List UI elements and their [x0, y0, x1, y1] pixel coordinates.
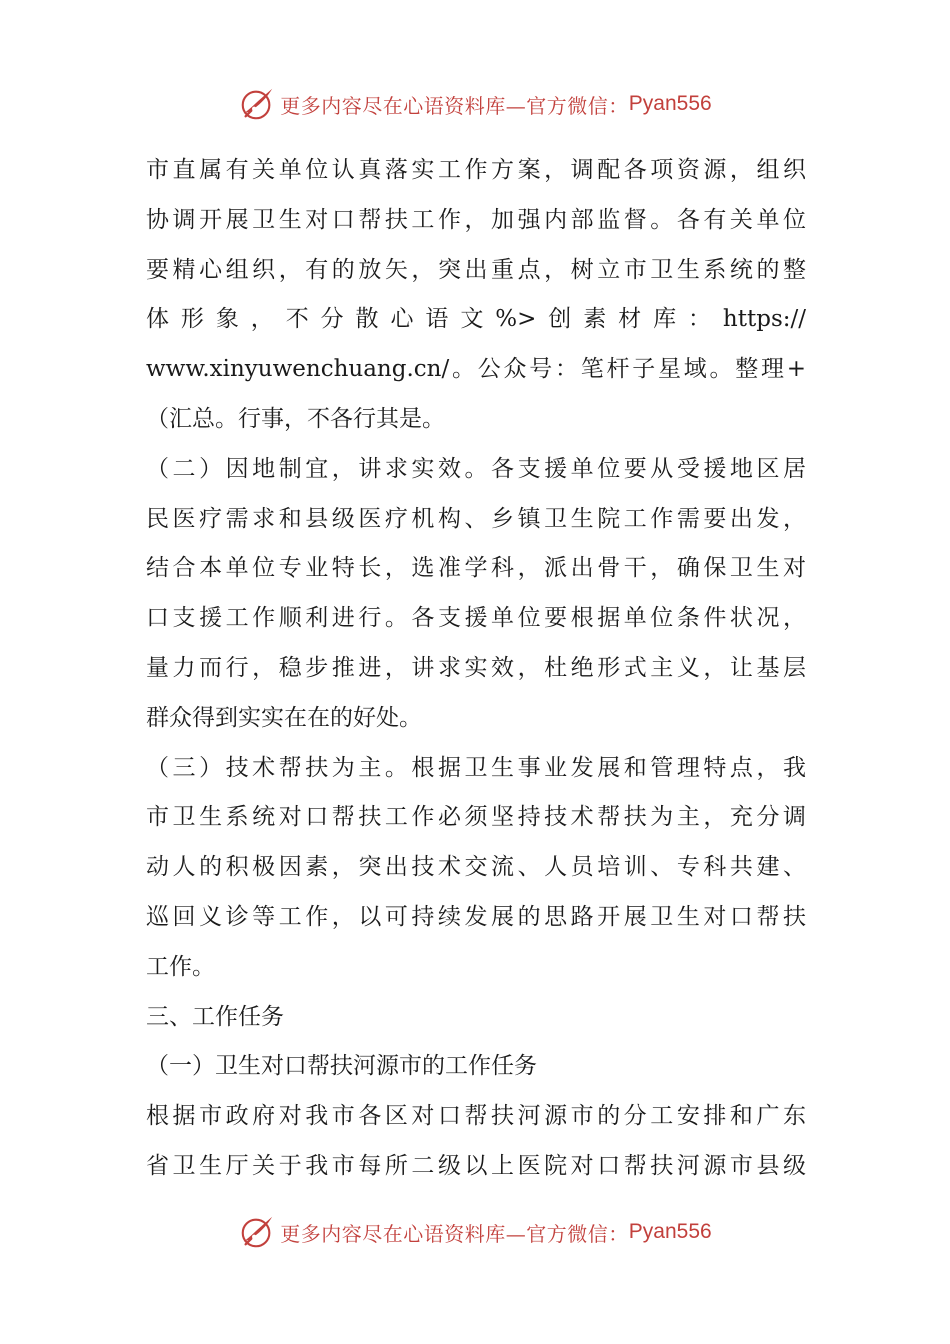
text-line: 结合本单位专业特长，选准学科，派出骨干，确保卫生对	[146, 555, 806, 582]
text-line: 根据市政府对我市各区对口帮扶河源市的分工安排和广东	[146, 1103, 806, 1130]
watermark-wechat-id: Pyan556	[628, 1220, 712, 1243]
text-line: 民医疗需求和县级医疗机构、乡镇卫生院工作需要出发，	[146, 505, 806, 532]
watermark-text: 更多内容尽在心语资料库—官方微信：	[280, 1221, 629, 1246]
text-line: 协调开展卫生对口帮扶工作，加强内部监督。各有关单位	[146, 206, 806, 233]
text-line: 体形象，不分散心语文%>创素材库：https://	[146, 306, 806, 333]
text-line: 省卫生厅关于我市每所二级以上医院对口帮扶河源市县级	[146, 1152, 806, 1179]
text-line: 巡回义诊等工作，以可持续发展的思路开展卫生对口帮扶	[146, 903, 806, 930]
text-line: www.xinyuwenchuang.cn/。公众号：笔杆子星域。整理+	[146, 356, 806, 383]
subsection-heading: （一）卫生对口帮扶河源市的工作任务	[146, 1053, 537, 1080]
text-line: 动人的积极因素，突出技术交流、人员培训、专科共建、	[146, 854, 806, 881]
watermark-header	[0, 84, 950, 124]
watermark-text: 更多内容尽在心语资料库—官方微信：	[280, 93, 629, 118]
text-line: 量力而行，稳步推进，讲求实效，杜绝形式主义，让基层	[146, 654, 806, 681]
text-line: 口支援工作顺利进行。各支援单位要根据单位条件状况，	[146, 605, 806, 632]
text-line: 群众得到实实在在的好处。	[146, 704, 422, 731]
watermark-footer	[0, 1212, 950, 1252]
text-line: （汇总。行事，不各行其是。	[146, 405, 445, 432]
quill-pen-icon	[238, 85, 276, 123]
text-line: 要精心组织，有的放矢，突出重点，树立市卫生系统的整	[146, 256, 806, 283]
document-body	[146, 146, 806, 1192]
text-line: （三）技术帮扶为主。根据卫生事业发展和管理特点，我	[146, 754, 806, 781]
text-line: 市卫生系统对口帮扶工作必须坚持技术帮扶为主，充分调	[146, 804, 806, 831]
text-line: 市直属有关单位认真落实工作方案，调配各项资源，组织	[146, 157, 806, 183]
section-heading: 三、工作任务	[146, 1003, 284, 1030]
text-line: （二）因地制宜，讲求实效。各支援单位要从受援地区居	[146, 455, 806, 482]
text-line: 工作。	[146, 953, 215, 980]
quill-pen-icon	[238, 1213, 276, 1251]
watermark-wechat-id: Pyan556	[628, 92, 712, 115]
